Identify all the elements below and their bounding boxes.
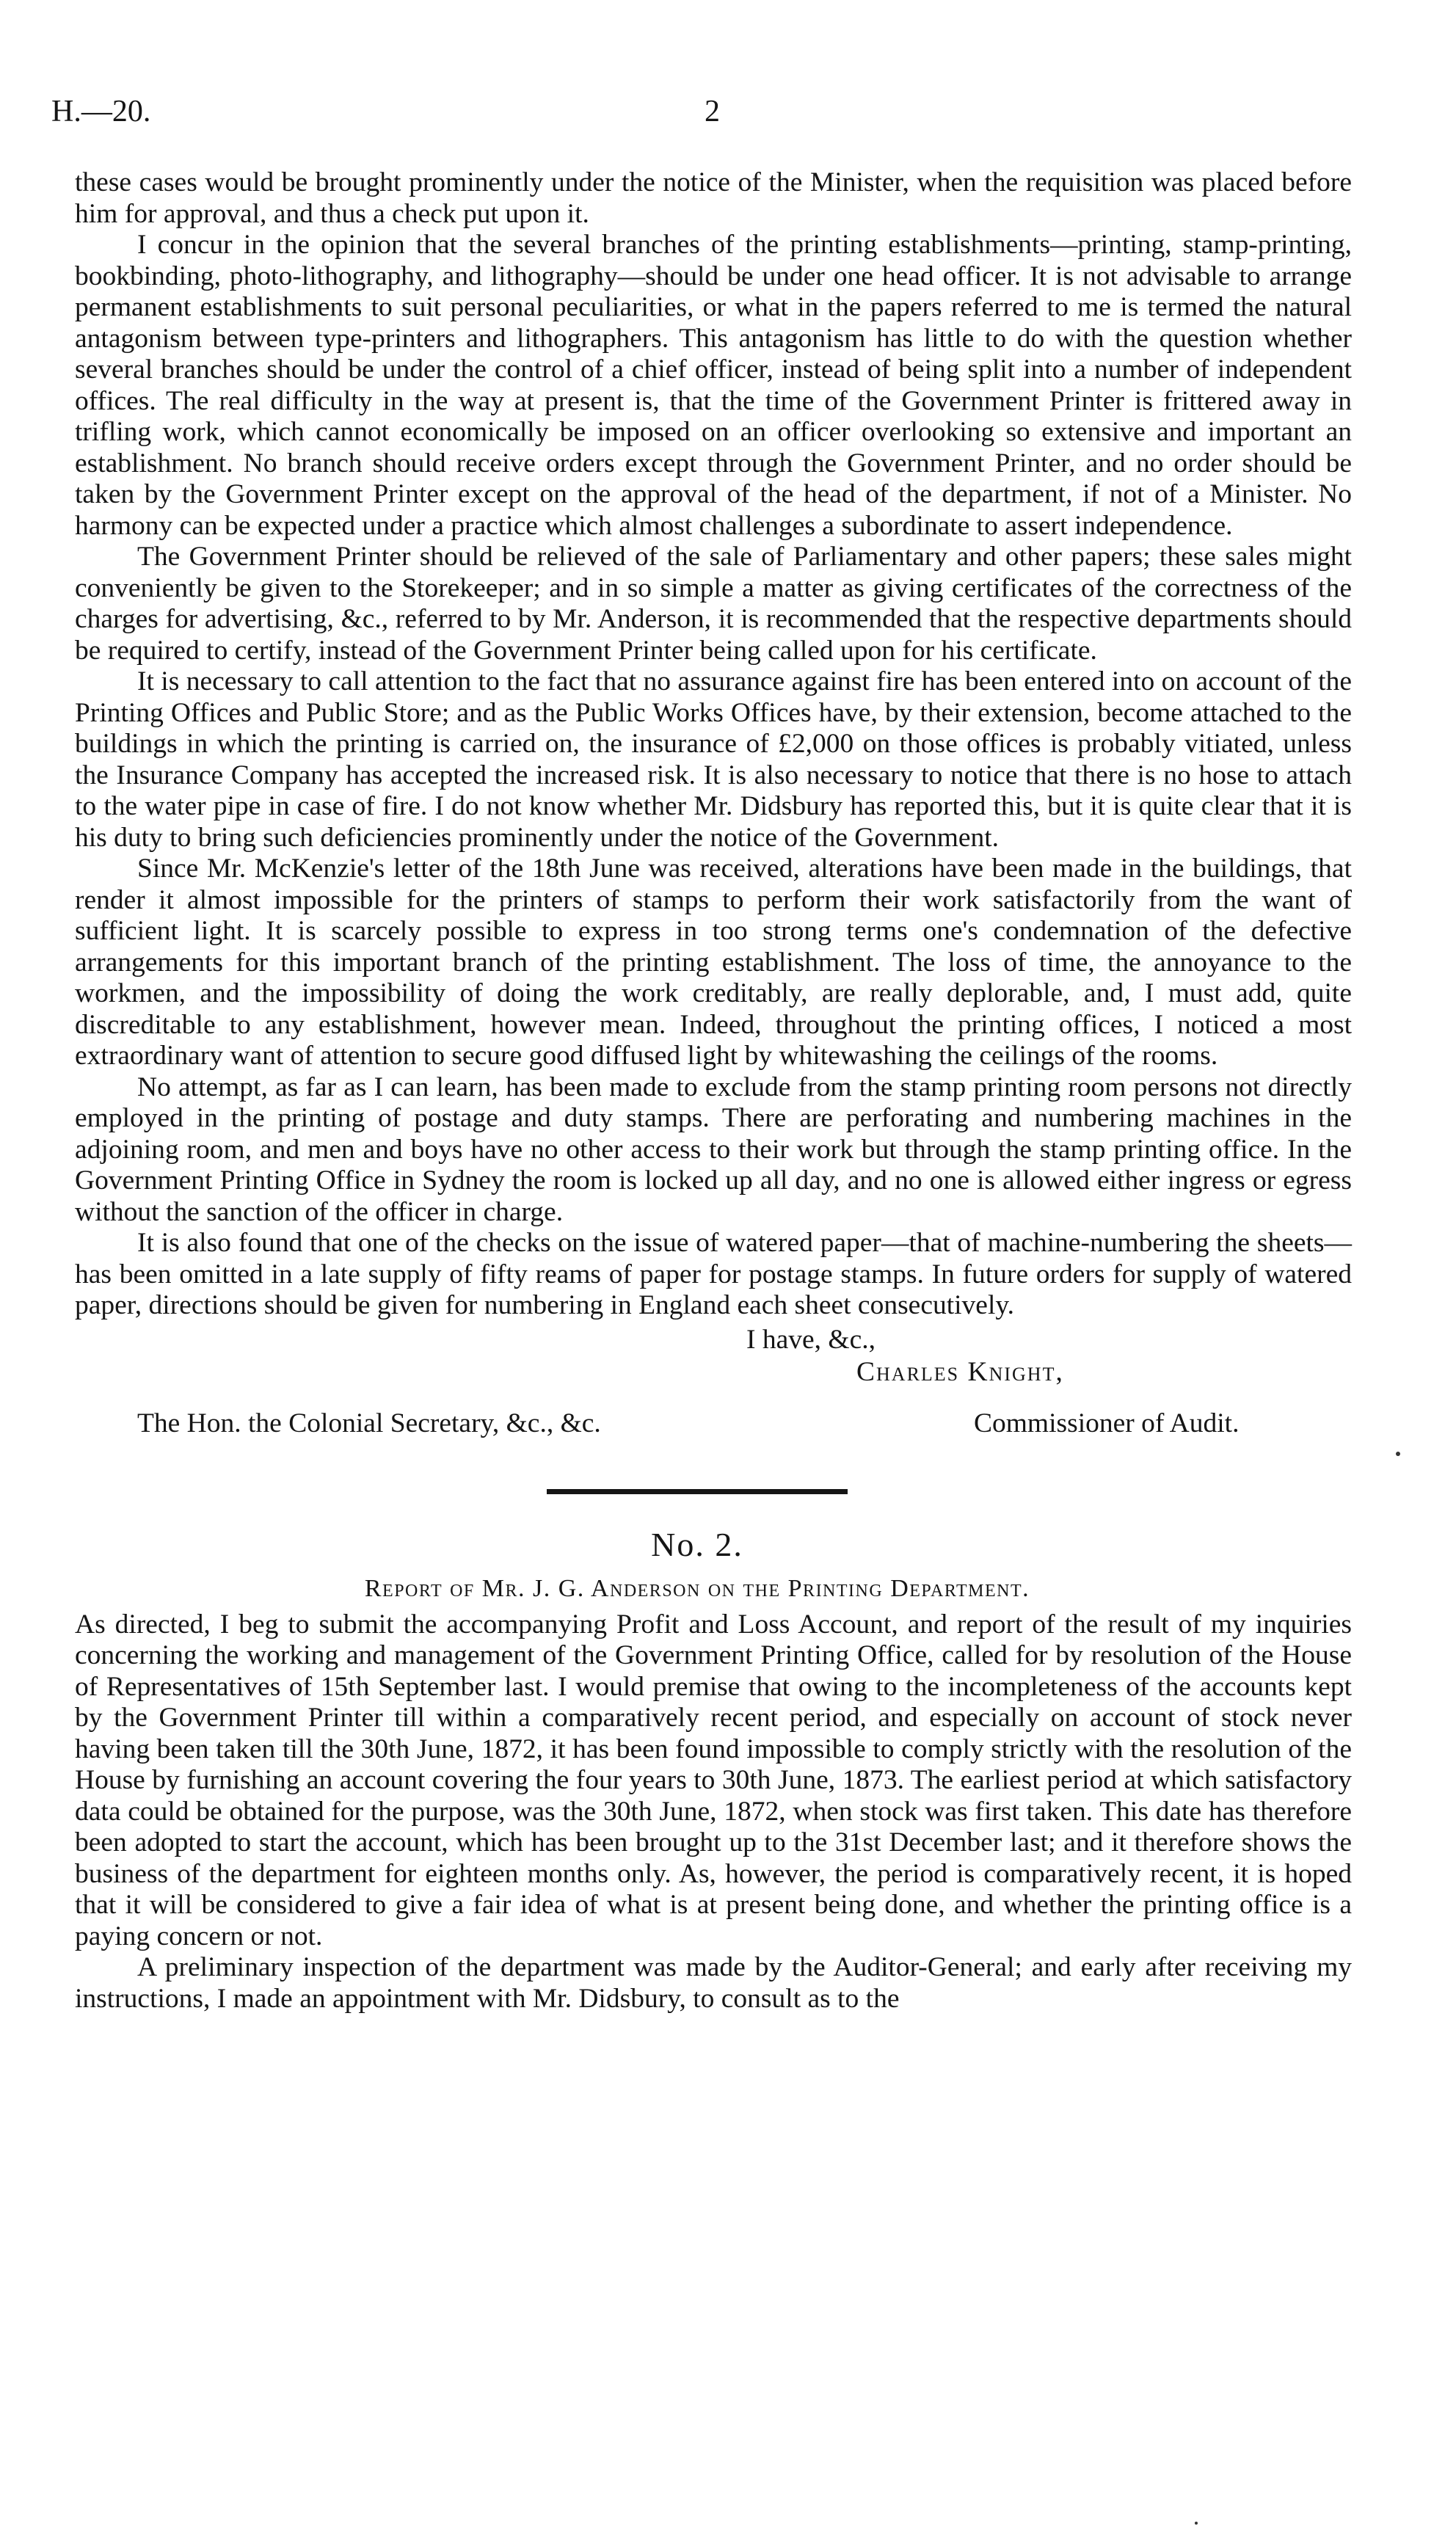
paragraph: No attempt, as far as I can learn, has been made to exclude from the stamp printing room persons not directly employed in the printing of postage and duty stamps. There are perforating and numbering machines in the adjoining room, and men and boys have no other access to their work but through the stamp printing office. In the Government Printing Office in Sydney the room is locked up all day, and no one is allowed either ingress or egress without the sanction of the officer in charge.	[75, 1071, 1352, 1227]
paragraph: A preliminary inspection of the department was made by the Auditor-General; and early after receiving my instructions, I made an appointment with Mr. Didsbury, to consult as to the	[75, 1952, 1352, 2014]
paragraph: It is necessary to call attention to the fact that no assurance against fire has been entered into on account of the Printing Offices and Public Store; and as the Public Works Offices have, by their extension, become attached to the buildings in which the printing is carried on, the insurance of £2,000 on those offices is probably vitiated, unless the Insurance Company has accepted the increased risk. It is also necessary to notice that there is no hose to attach to the water pipe in case of fire. I do not know whether Mr. Didsbury has reported this, but it is quite clear that it is his duty to bring such deficiencies prominently under the notice of the Government.	[75, 666, 1352, 853]
paragraph: It is also found that one of the checks on the issue of watered paper—that of machine-numbering the sheets—has been omitted in a late supply of fifty reams of paper for postage stamps. In future orders for supply of watered paper, directions should be given for numbering in England each sheet consecutively.	[75, 1228, 1352, 1320]
print-speck	[1396, 1452, 1400, 1456]
section-number: No. 2.	[651, 1525, 743, 1563]
paragraph: As directed, I beg to submit the accompanying Profit and Loss Account, and report of the result of my inquiries concerning the working and management of the Government Printing Office, called for by resolution of the House of Representatives of 15th September last. I would premise that owing to the incompleteness of the accounts kept by the Government Printer till within a comparatively recent period, and especially on account of stock never having been taken till the 30th June, 1872, it has been found impossible to comply strictly with the resolution of the House by furnishing an account covering the four years to 30th June, 1873. The earliest period at which satisfactory data could be obtained for the purpose, was the 30th June, 1872, when stock was first taken. This date has therefore been adopted to start the account, which has been brought up to the 31st December last; and it therefore shows the business of the department for eighteen months only. As, however, the period is comparatively recent, it is hoped that it will be considered to give a fair idea of what is at present being done, and whether the printing office is a paying concern or not.	[75, 1609, 1352, 1951]
print-speck	[1195, 2522, 1198, 2525]
addressee: The Hon. the Colonial Secretary, &c., &c.	[137, 1408, 601, 1438]
paragraph: The Government Printer should be relieved of the sale of Parliamentary and other papers; these sales might conveniently be given to the Storekeeper; and in so simple a matter as giving certificates of the correctness of the charges for advertising, &c., referred to by Mr. Anderson, it is recommended that the respective departments should be required to certify, instead of the Government Printer being called upon for his certificate.	[75, 542, 1352, 666]
paragraph: these cases would be brought prominently under the notice of the Minister, when the requisition was placed before him for approval, and thus a check put upon it.	[75, 167, 1352, 229]
signatory-title: Commissioner of Audit.	[974, 1408, 1240, 1438]
page-header	[51, 94, 1358, 145]
paragraph: Since Mr. McKenzie's letter of the 18th June was received, alterations have been made in the buildings, that render it almost impossible for the printers of stamps to perform their work satisfactorily from the want of sufficient light. It is scarcely possible to express in too strong terms one's condemnation of the defective arrangements for this important branch of the printing establishment. The loss of time, the annoyance to the workmen, and the impossibility of doing the work creditably, are really deplorable, and, I must add, quite discreditable to any establishment, however mean. Indeed, throughout the printing offices, I noticed a most extraordinary want of attention to secure good diffused light by whitewashing the ceilings of the rooms.	[75, 854, 1352, 1071]
section-divider	[547, 1489, 848, 1494]
section-title: Report of Mr. J. G. Anderson on the Printing Department.	[364, 1575, 1030, 1602]
paragraph: I concur in the opinion that the several branches of the printing establishments—printing, stamp-printing, bookbinding, photo-lithography, and lithography—should be under one head officer. It is not advisable to arrange permanent establishments to suit personal peculiarities, or what in the papers referred to me is termed the natural antagonism between type-printers and lithographers. This antagonism has little to do with the question whether several branches should be under the control of a chief officer, instead of being split into a number of independent offices. The real difficulty in the way at present is, that the time of the Government Printer is frittered away in trifling work, which cannot economically be imposed on an officer overlooking so extensive and important an establishment. No branch should receive orders except through the Government Printer, and no order should be taken by the Government Printer except on the approval of the head of the department, if not of a Minister. No harmony can be expected under a practice which almost challenges a subordinate to assert independence.	[75, 230, 1352, 541]
signatory-name: Charles Knight,	[856, 1356, 1064, 1387]
page-number: 2	[705, 95, 720, 128]
signature-block	[75, 1322, 1352, 1447]
closing-salutation: I have, &c.,	[746, 1324, 876, 1355]
document-body	[75, 167, 1352, 2015]
document-reference: H.—20.	[51, 95, 151, 128]
